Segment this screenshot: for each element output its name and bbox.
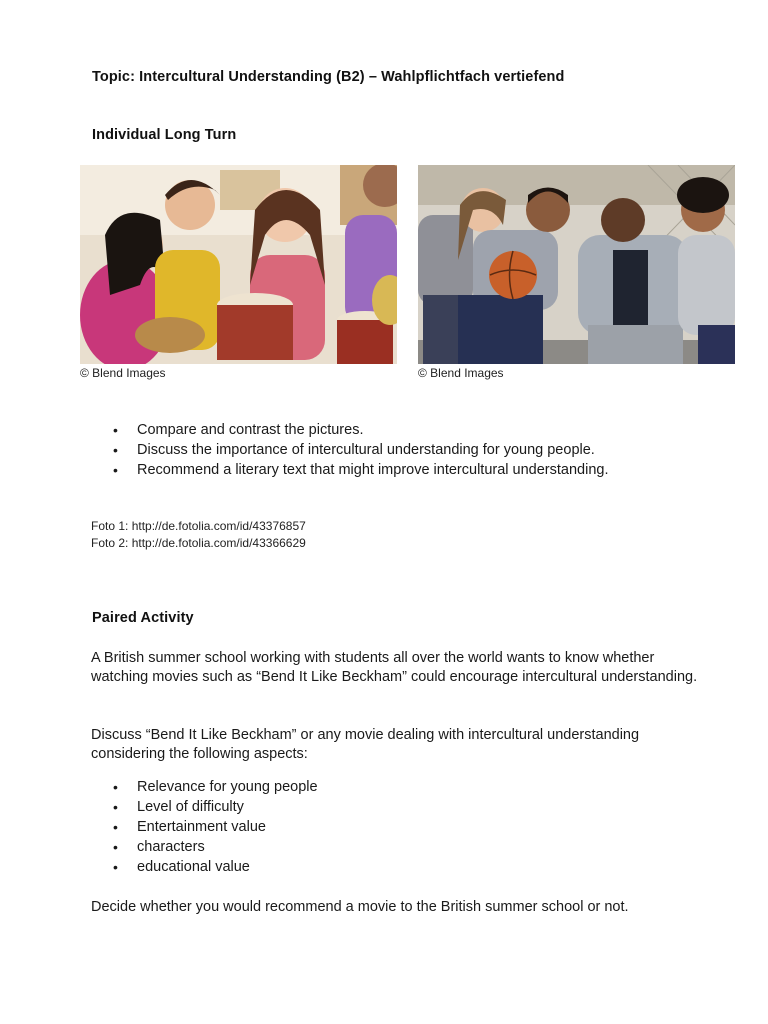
list-item: • Discuss the importance of intercultural understanding for young people. [91,440,731,460]
photo2-caption: © Blend Images [418,366,504,380]
paired-activity-heading: Paired Activity [92,610,194,626]
photo1-caption: © Blend Images [80,366,166,380]
paired-paragraph-2: Discuss “Bend It Like Beckham” or any movie dealing with intercultural understanding considering the following aspects: [91,727,640,762]
photo-sources [91,518,306,552]
list-item: • Relevance for young people [91,777,591,797]
photo1-source: Foto 1: http://de.fotolia.com/id/43376857 [91,519,306,533]
photo2-source: Foto 2: http://de.fotolia.com/id/43366629 [91,536,306,550]
list-item: • educational value [91,857,591,877]
closing-instruction: Decide whether you would recommend a movie to the British summer school or not. [91,899,629,915]
list-item: • Entertainment value [91,817,591,837]
paired-paragraph-1: A British summer school working with students all over the world wants to know whether watching movies such as “Bend It Like Beckham” could encourage intercultural understanding. [91,650,698,685]
children-playing-drums-photo [80,165,397,364]
long-turn-heading: Individual Long Turn [92,127,237,143]
aspects-list [91,777,591,877]
topic-heading: Topic: Intercultural Understanding (B2) – Wahlpflichtfach vertiefend [92,69,565,85]
long-turn-task-list [91,420,731,480]
list-item: • Recommend a literary text that might improve intercultural understanding. [91,460,731,480]
teens-with-basketball-photo [418,165,735,364]
list-item: • Level of difficulty [91,797,591,817]
list-item: • characters [91,837,591,857]
list-item: • Compare and contrast the pictures. [91,420,731,440]
